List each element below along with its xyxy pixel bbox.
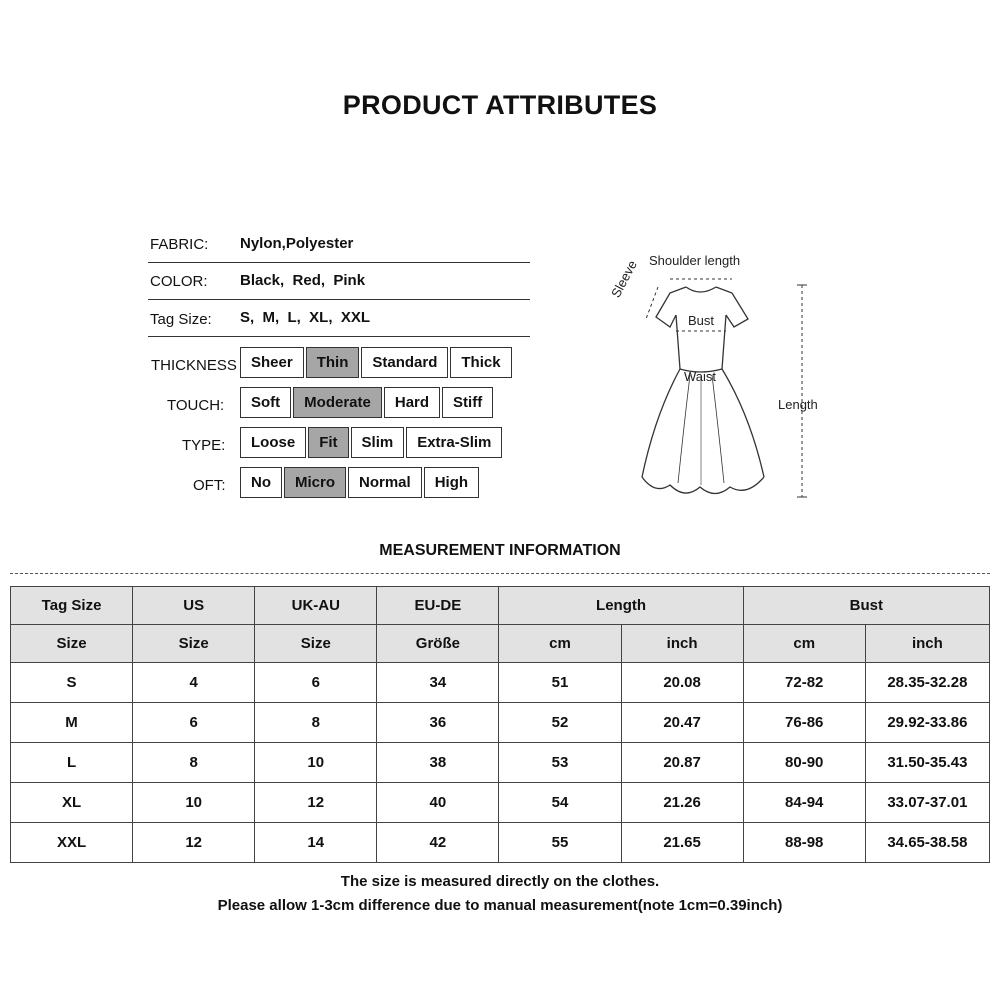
touch-option-stiff: Stiff [442,387,493,418]
table-header-cell: Tag Size [11,587,133,625]
table-cell: 88-98 [743,823,865,863]
table-cell: 6 [255,663,377,703]
table-cell: 4 [133,663,255,703]
table-cell: 42 [377,823,499,863]
table-cell: 10 [133,783,255,823]
oft-option-no: No [240,467,282,498]
touch-option-soft: Soft [240,387,291,418]
fabric-value: Nylon,Polyester [240,235,354,252]
table-cell: 54 [499,783,621,823]
fabric-label: FABRIC: [150,236,209,253]
type-label: TYPE: [182,437,226,454]
table-row [11,703,990,743]
dotted-divider [10,573,990,574]
thickness-option-standard: Standard [361,347,448,378]
table-cell: 53 [499,743,621,783]
table-header-cell: US [133,587,255,625]
bust-label: Bust [688,313,715,328]
page-title: PRODUCT ATTRIBUTES [342,90,658,120]
measurement-title: MEASUREMENT INFORMATION [379,542,621,559]
oft-label: OFT: [193,477,226,494]
touch-options [240,387,493,418]
table-cell: 34.65-38.58 [865,823,989,863]
oft-option-normal: Normal [348,467,422,498]
type-option-loose: Loose [240,427,306,458]
dress-diagram [600,245,840,510]
sleeve-label: Sleeve [608,257,640,301]
note-line-2: Please allow 1-3cm difference due to manual measurement(note 1cm=0.39inch) [217,897,783,914]
color-value: Black, Red, Pink [240,272,366,289]
dress-outline-icon [600,245,840,510]
table-cell: XL [11,783,133,823]
table-cell: 55 [499,823,621,863]
table-cell: 51 [499,663,621,703]
table-cell: 76-86 [743,703,865,743]
table-row [11,783,990,823]
table-cell: 72-82 [743,663,865,703]
divider [148,336,530,337]
table-cell: 20.47 [621,703,743,743]
table-cell: 6 [133,703,255,743]
thickness-option-sheer: Sheer [240,347,304,378]
table-header-cell: Bust [743,587,989,625]
table-header-cell: Größe [377,625,499,663]
table-cell: 29.92-33.86 [865,703,989,743]
table-header-cell: Length [499,587,743,625]
table-header-cell: Size [133,625,255,663]
thickness-options [240,347,512,378]
table-cell: 40 [377,783,499,823]
table-header-cell: inch [621,625,743,663]
tag-size-value: S, M, L, XL, XXL [240,309,371,326]
table-header-cell: Size [11,625,133,663]
table-cell: 31.50-35.43 [865,743,989,783]
table-cell: 21.26 [621,783,743,823]
waist-label: Waist [684,369,717,384]
type-option-slim: Slim [351,427,405,458]
length-label: Length [778,397,818,412]
shoulder-length-label: Shoulder length [649,253,741,268]
table-cell: 10 [255,743,377,783]
table-cell: 36 [377,703,499,743]
table-cell: 34 [377,663,499,703]
table-header-cell: inch [865,625,989,663]
type-options [240,427,502,458]
color-label: COLOR: [150,273,208,290]
table-cell: 33.07-37.01 [865,783,989,823]
table-cell: L [11,743,133,783]
table-cell: 12 [255,783,377,823]
table-row [11,663,990,703]
measurement-table [10,586,990,863]
table-cell: 38 [377,743,499,783]
note-line-1: The size is measured directly on the clothes. [340,873,660,890]
oft-option-micro: Micro [284,467,346,498]
thickness-option-thick: Thick [450,347,511,378]
thickness-option-thin: Thin [306,347,360,378]
table-cell: 20.08 [621,663,743,703]
table-cell: M [11,703,133,743]
oft-options [240,467,479,498]
table-cell: S [11,663,133,703]
thickness-label: THICKNESS [151,357,237,374]
table-cell: 84-94 [743,783,865,823]
table-row [11,743,990,783]
tag-size-label: Tag Size: [150,311,212,328]
table-header-cell: Size [255,625,377,663]
table-cell: XXL [11,823,133,863]
table-header-cell: UK-AU [255,587,377,625]
oft-option-high: High [424,467,479,498]
table-header-row [11,587,990,625]
table-row [11,823,990,863]
divider [148,262,530,263]
table-cell: 80-90 [743,743,865,783]
table-cell: 20.87 [621,743,743,783]
table-cell: 14 [255,823,377,863]
table-cell: 8 [255,703,377,743]
type-option-fit: Fit [308,427,348,458]
table-cell: 52 [499,703,621,743]
table-cell: 21.65 [621,823,743,863]
table-header-cell: EU-DE [377,587,499,625]
table-cell: 8 [133,743,255,783]
touch-option-hard: Hard [384,387,440,418]
touch-option-moderate: Moderate [293,387,382,418]
table-cell: 12 [133,823,255,863]
table-cell: 28.35-32.28 [865,663,989,703]
divider [148,299,530,300]
table-header-cell: cm [499,625,621,663]
touch-label: TOUCH: [167,397,225,414]
type-option-extra-slim: Extra-Slim [406,427,502,458]
table-header-cell: cm [743,625,865,663]
table-subheader-row [11,625,990,663]
